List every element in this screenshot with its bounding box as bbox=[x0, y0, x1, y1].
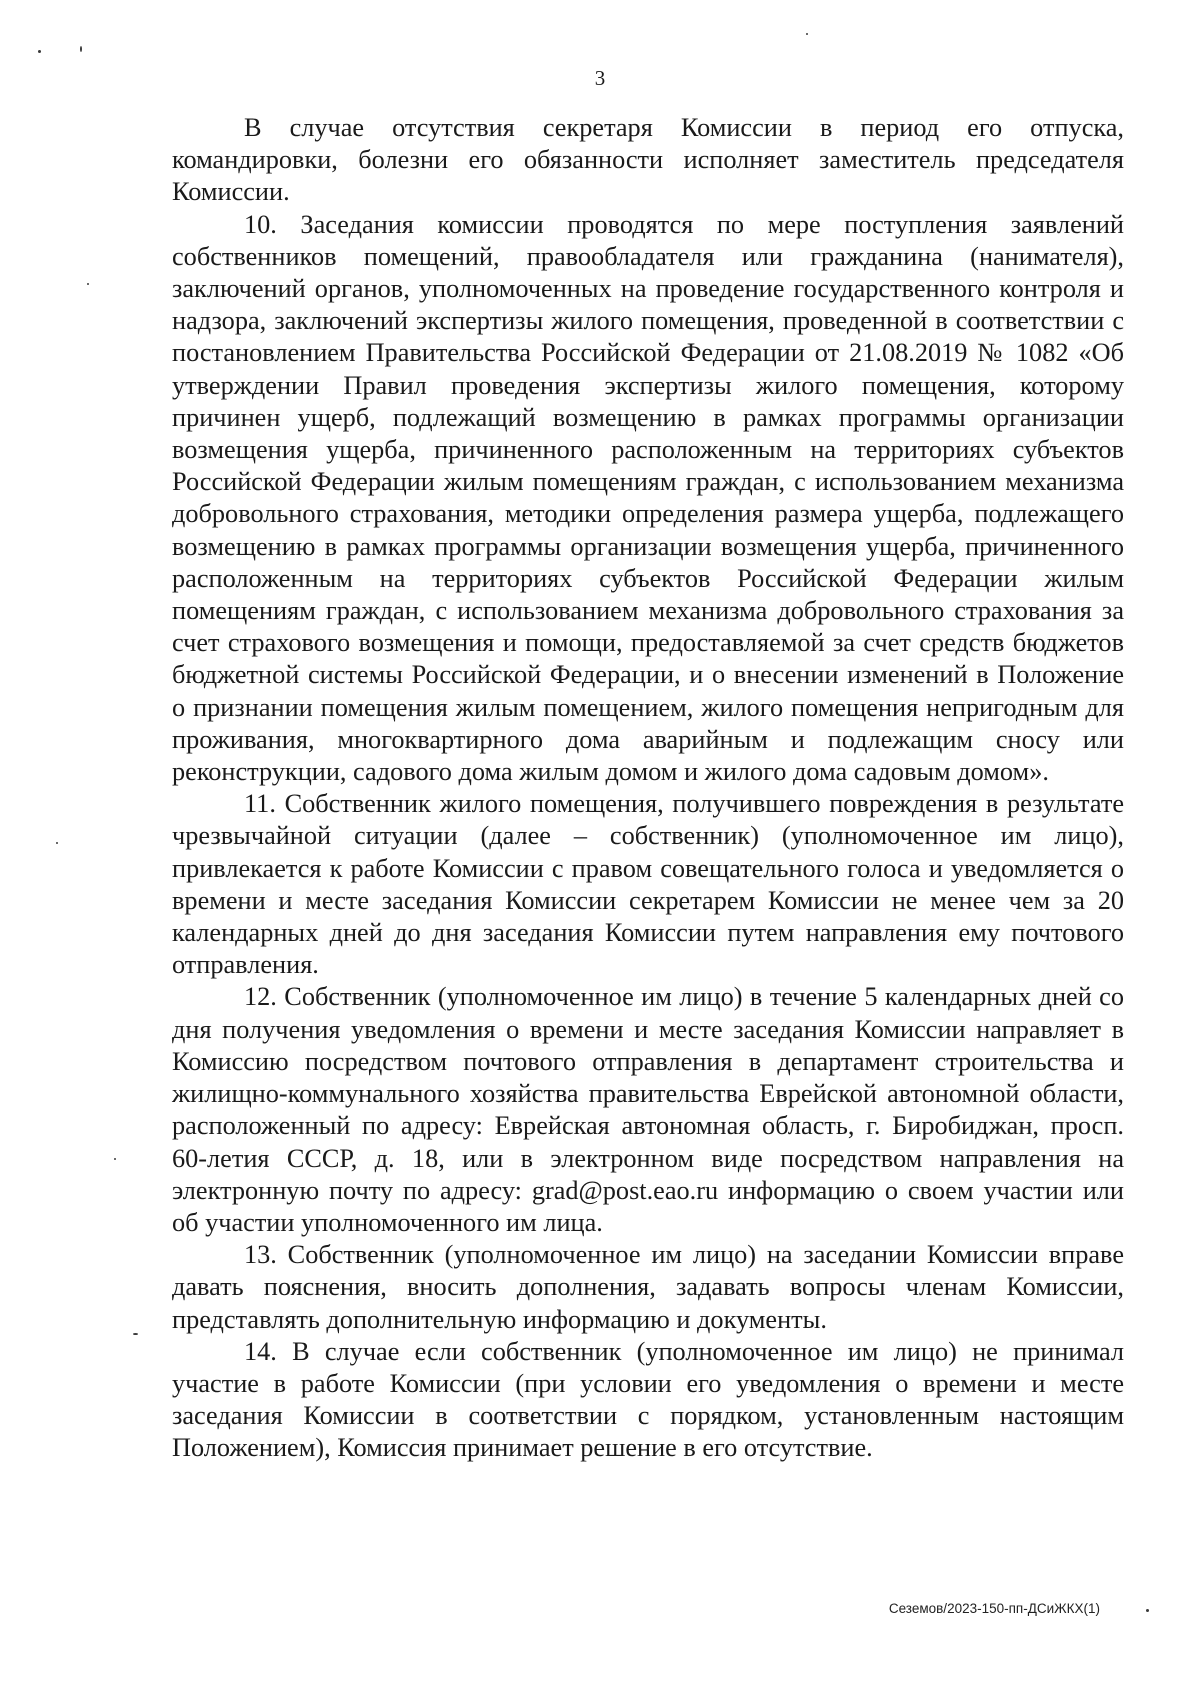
scan-speck bbox=[114, 1158, 116, 1160]
scan-speck bbox=[1146, 1609, 1149, 1612]
scan-speck bbox=[56, 842, 58, 844]
paragraph-11-owner-involvement: 11. Собственник жилого помещения, получившего повреждения в результате чрезвычайной ситуации (далее – собственник) (уполномоченное им лицо), привлекается к работе Комиссии с правом совещательного голоса и уведомляется о времени и месте заседания Комиссии секретарем Комиссии не менее чем за 20 календарных дней до дня заседания Комиссии путем направления ему почтового отправления. bbox=[172, 789, 1124, 980]
paragraph-14-decision-in-absence: 14. В случае если собственник (уполномоченное им лицо) не принимал участие в работе Комиссии (при условии его уведомления о времени и месте заседания Комиссии в соответствии с порядком, установленным настоящим Положением), Комиссия принимает решение в его отсутствие. bbox=[172, 1336, 1124, 1463]
document-body bbox=[172, 112, 1124, 1465]
document-code: Сеземов/2023-150-пп-ДСиЖКХ(1) bbox=[888, 1601, 1100, 1616]
scan-speck bbox=[38, 50, 41, 53]
scan-speck bbox=[87, 283, 89, 285]
page-number: 3 bbox=[594, 66, 606, 90]
scan-speck bbox=[133, 1333, 138, 1335]
paragraph-13-owner-rights: 13. Собственник (уполномоченное им лицо) на заседании Комиссии вправе давать пояснения, вносить дополнения, задавать вопросы членам Комиссии, представлять дополнительную информацию и документы. bbox=[172, 1240, 1124, 1334]
scan-speck bbox=[80, 46, 82, 52]
paragraph-12-owner-notification: 12. Собственник (уполномоченное им лицо) в течение 5 календарных дней со дня получения уведомления о времени и месте заседания Комиссии направляет в Комиссию посредством почтового отправления в департамент строительства и жилищно-коммунального хозяйства правительства Еврейской автономной области, расположенный по адресу: Еврейская автономная область, г. Биробиджан, просп. 60-летия СССР, д. 18, или в электронном виде посредством направления на электронную почту по адресу: grad@post.eao.ru информацию о своем участии или об участии уполномоченного им лица. bbox=[172, 982, 1124, 1237]
paragraph-secretary-absence: В случае отсутствия секретаря Комиссии в период его отпуска, командировки, болезни его обязанности исполняет заместитель председателя Комиссии. bbox=[172, 113, 1124, 207]
paragraph-10-meetings: 10. Заседания комиссии проводятся по мере поступления заявлений собственников помещений, правообладателя или гражданина (нанимателя), заключений органов, уполномоченных на проведение государственного контроля и надзора, заключений экспертизы жилого помещения, проведенной в соответствии с постановлением Правительства Российской Федерации от 21.08.2019 № 1082 «Об утверждении Правил проведения экспертизы жилого помещения, которому причинен ущерб, подлежащий возмещению в рамках программы организации возмещения ущерба, причиненного расположенным на территориях субъектов Российской Федерации жилым помещениям граждан, с использованием механизма добровольного страхования, методики определения размера ущерба, подлежащего возмещению в рамках программы организации возмещения ущерба, причиненного расположенным на территориях субъектов Российской Федерации жилым помещениям граждан, с использованием механизма добровольного страхования за счет страхового возмещения и помощи, предоставляемой за счет средств бюджетов бюджетной системы Российской Федерации, и о внесении изменений в Положение о признании помещения жилым помещением, жилого помещения непригодным для проживания, многоквартирного дома аварийным и подлежащим сносу или реконструкции, садового дома жилым домом и жилого дома садовым домом». bbox=[172, 209, 1124, 787]
scan-speck bbox=[806, 33, 808, 35]
